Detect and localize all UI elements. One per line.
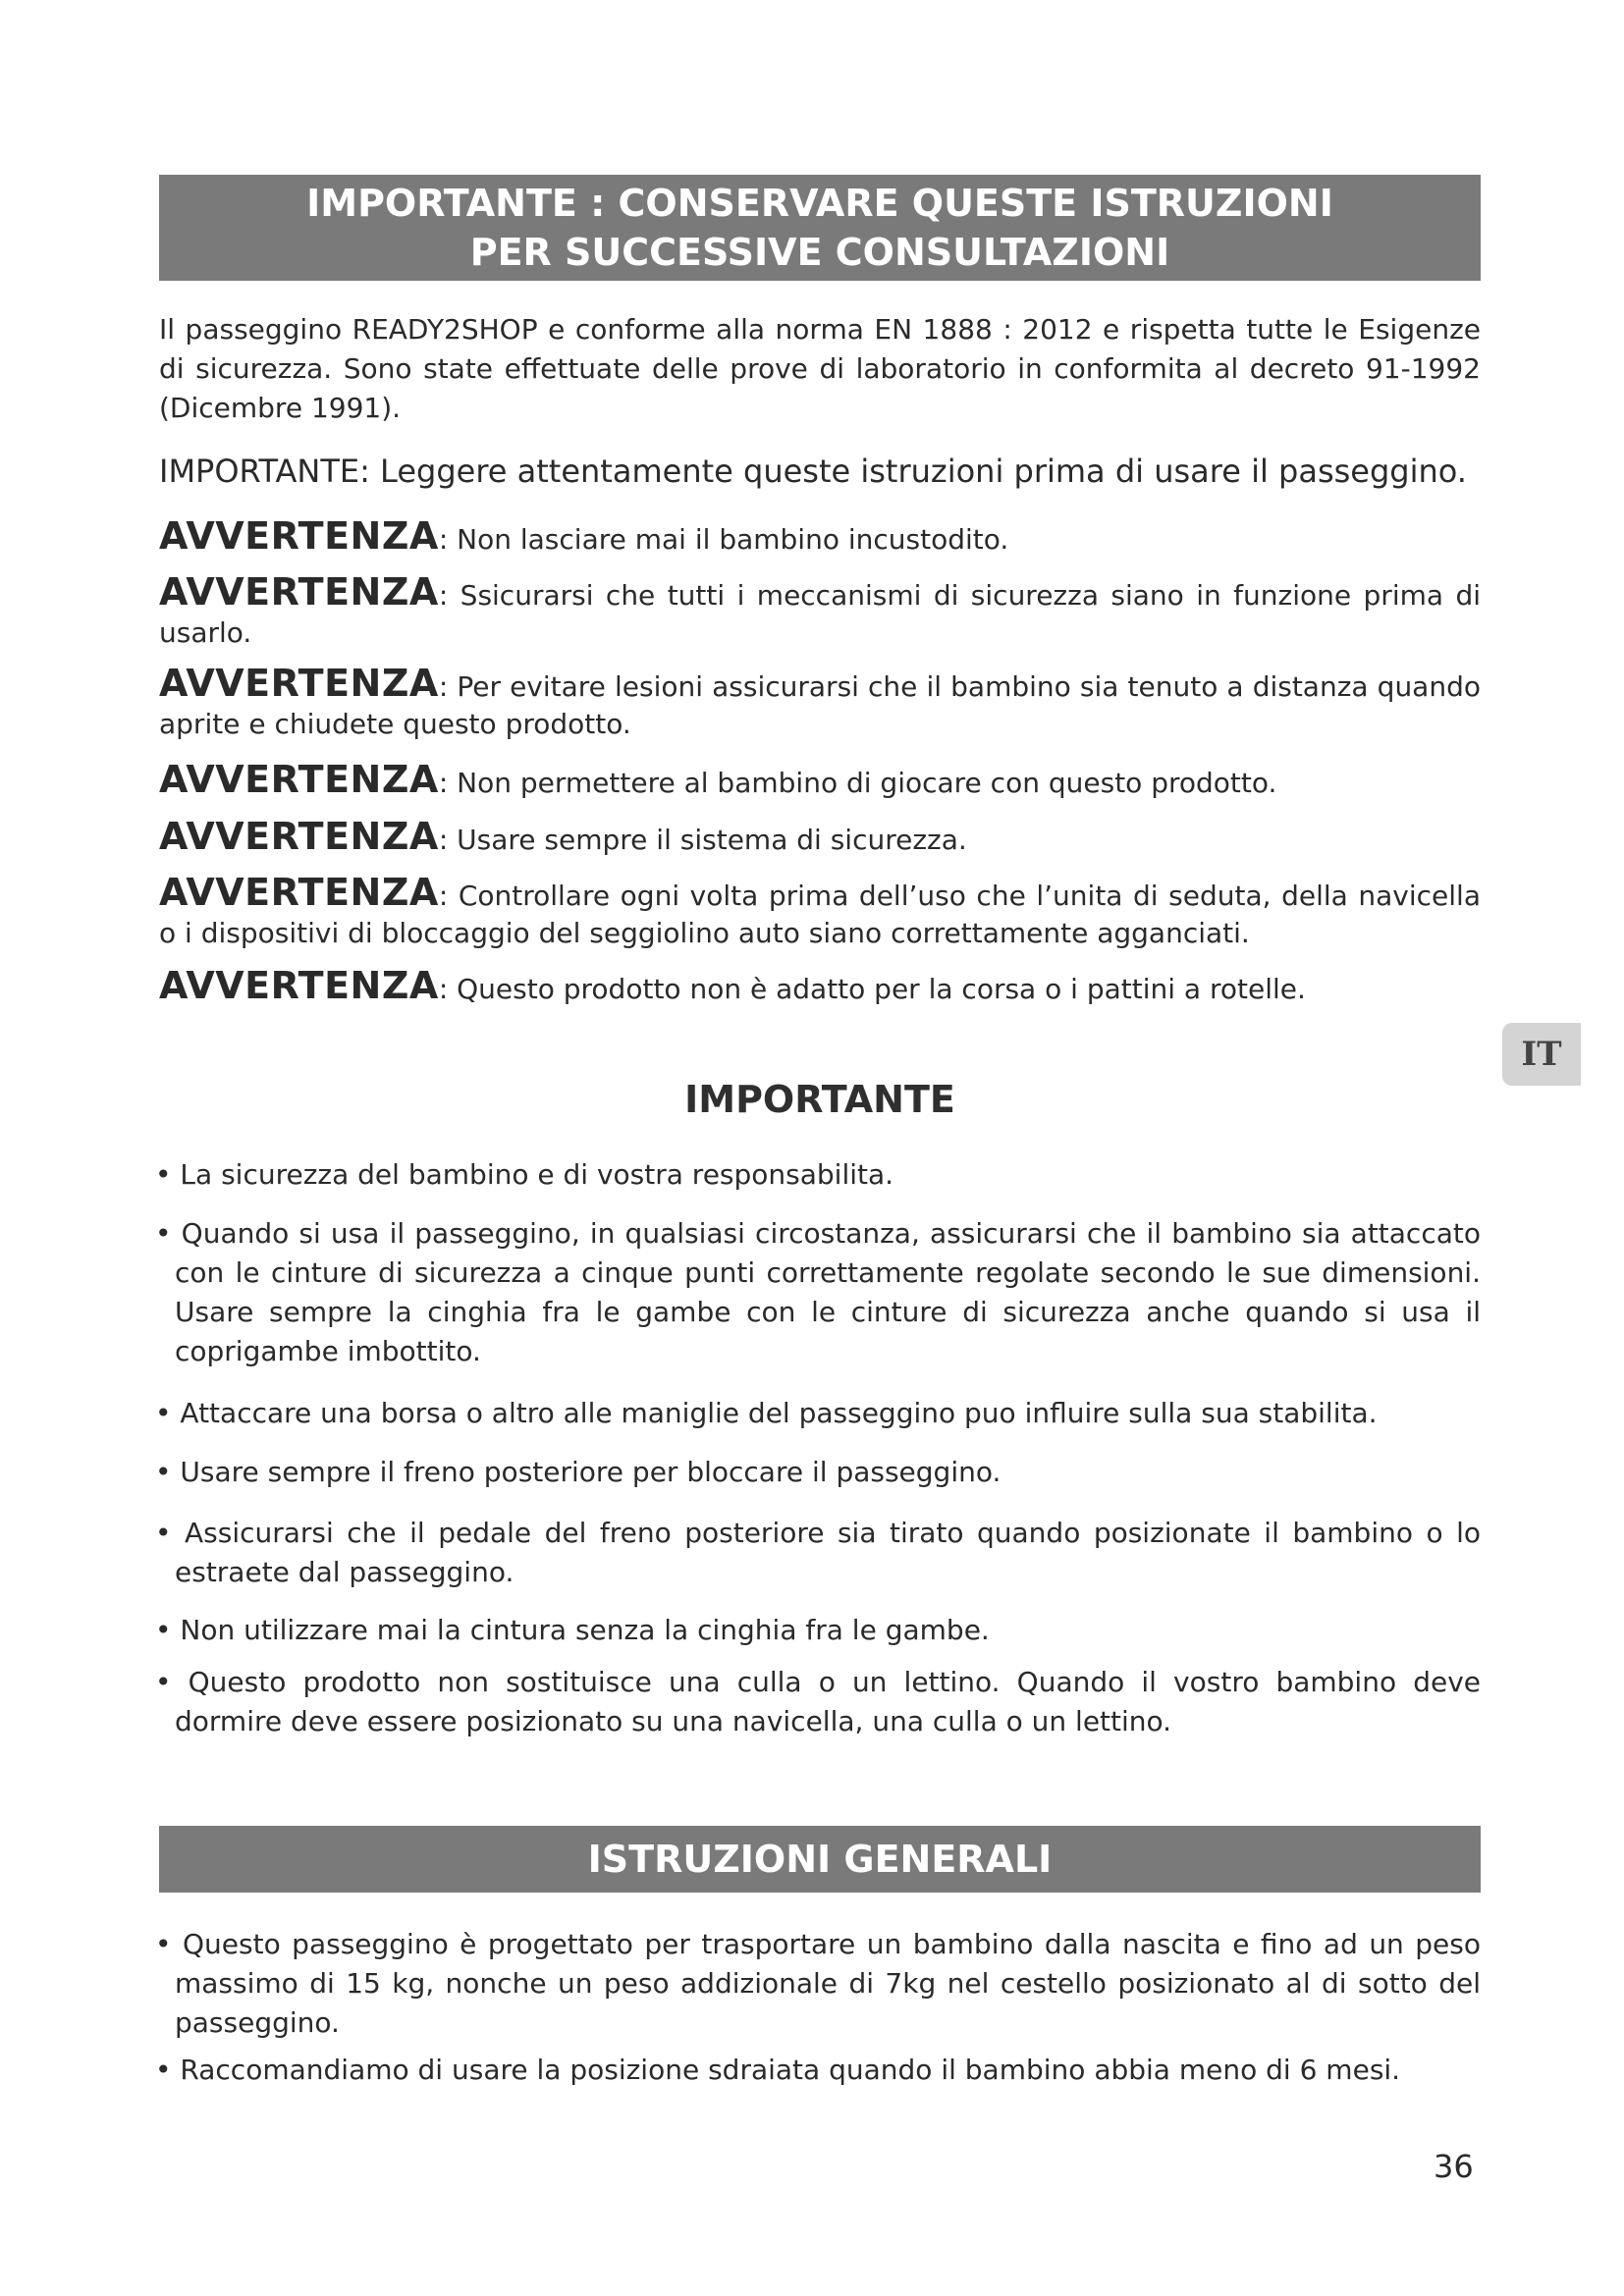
warning-label: AVVERTENZA bbox=[159, 815, 439, 858]
warning-text: : Per evitare lesioni assicurarsi che il bambino sia tenuto a distanza quando aprite e chiudete questo prodotto. bbox=[159, 670, 1481, 740]
language-tab: IT bbox=[1502, 1023, 1581, 1086]
important-bullet: • Questo prodotto non sostituisce una culla o un lettino. Quando il vostro bambino deve dormire deve essere posizionato su una navicella, una culla o un lettino. bbox=[155, 1666, 1481, 1737]
warning-3 bbox=[159, 662, 1481, 743]
warning-2 bbox=[159, 570, 1481, 652]
warning-label: AVVERTENZA bbox=[159, 871, 439, 914]
warning-text: : Questo prodotto non è adatto per la corsa o i pattini a rotelle. bbox=[438, 973, 1306, 1005]
warning-text: : Usare sempre il sistema di sicurezza. bbox=[438, 824, 967, 856]
warning-4 bbox=[159, 758, 1481, 802]
important-bullet: • Non utilizzare mai la cintura senza la cinghia fra le gambe. bbox=[155, 1614, 990, 1646]
important-section-title: IMPORTANTE bbox=[684, 1078, 955, 1121]
important-bullet: • La sicurezza del bambino e di vostra responsabilita. bbox=[155, 1158, 894, 1191]
intro-paragraph: Il passeggino READY2SHOP e conforme alla norma EN 1888 : 2012 e rispetta tutte le Esigenze di sicurezza. Sono state effettuate delle prove di laboratorio in conformita al decreto 91-1992 (Dicembre 1991). bbox=[159, 313, 1481, 424]
warning-text: : Non lasciare mai il bambino incustodito. bbox=[438, 523, 1009, 556]
warning-6 bbox=[159, 871, 1481, 952]
important-bullet: • Assicurarsi che il pedale del freno posteriore sia tirato quando posizionate il bambino o lo estraete dal passeggino. bbox=[155, 1517, 1481, 1588]
header-line-1: IMPORTANTE : CONSERVARE QUESTE ISTRUZIONI bbox=[306, 182, 1333, 225]
warning-label: AVVERTENZA bbox=[159, 570, 439, 614]
warning-label: AVVERTENZA bbox=[159, 662, 439, 705]
general-section-banner: ISTRUZIONI GENERALI bbox=[159, 1826, 1481, 1893]
important-note-text: : Leggere attentamente queste istruzioni prima di usare il passeggino. bbox=[359, 453, 1467, 490]
header-line-2: PER SUCCESSIVE CONSULTAZIONI bbox=[469, 231, 1170, 274]
warning-1 bbox=[159, 514, 1481, 559]
header-banner bbox=[159, 175, 1481, 281]
important-bullet: • Attaccare una borsa o altro alle maniglie del passeggino puo influire sulla sua stabilita. bbox=[155, 1397, 1378, 1429]
important-note-label: IMPORTANTE bbox=[159, 453, 360, 490]
warning-text: : Non permettere al bambino di giocare con questo prodotto. bbox=[438, 767, 1277, 799]
page-number: 36 bbox=[1434, 2148, 1474, 2185]
warning-text: : Ssicurarsi che tutti i meccanismi di sicurezza siano in funzione prima di usarlo. bbox=[159, 579, 1481, 649]
warning-label: AVVERTENZA bbox=[159, 514, 439, 558]
general-bullet: • Raccomandiamo di usare la posizione sdraiata quando il bambino abbia meno di 6 mesi. bbox=[155, 2054, 1401, 2086]
warning-5 bbox=[159, 815, 1481, 859]
warning-label: AVVERTENZA bbox=[159, 758, 439, 801]
warning-label: AVVERTENZA bbox=[159, 964, 439, 1007]
important-bullet: • Quando si usa il passeggino, in qualsiasi circostanza, assicurarsi che il bambino sia attaccato con le cinture di sicurezza a cinque punti correttamente regolate secondo le sue dimensioni. Usare sempre la cinghia fra le gambe con le cinture di sicurezza anche quando si usa il coprigambe imbottito. bbox=[155, 1217, 1481, 1367]
warning-7 bbox=[159, 964, 1481, 1008]
important-bullet: • Usare sempre il freno posteriore per bloccare il passeggino. bbox=[155, 1456, 1001, 1488]
warning-text: : Controllare ogni volta prima dell’uso che l’unita di seduta, della navicella o i dispositivi di bloccaggio del seggiolino auto siano correttamente agganciati. bbox=[159, 880, 1481, 949]
general-bullet: • Questo passeggino è progettato per trasportare un bambino dalla nascita e fino ad un peso massimo di 15 kg, nonche un peso addizionale di 7kg nel cestello posizionato al di sotto del passeggino. bbox=[155, 1928, 1481, 2039]
important-note bbox=[159, 450, 1481, 493]
